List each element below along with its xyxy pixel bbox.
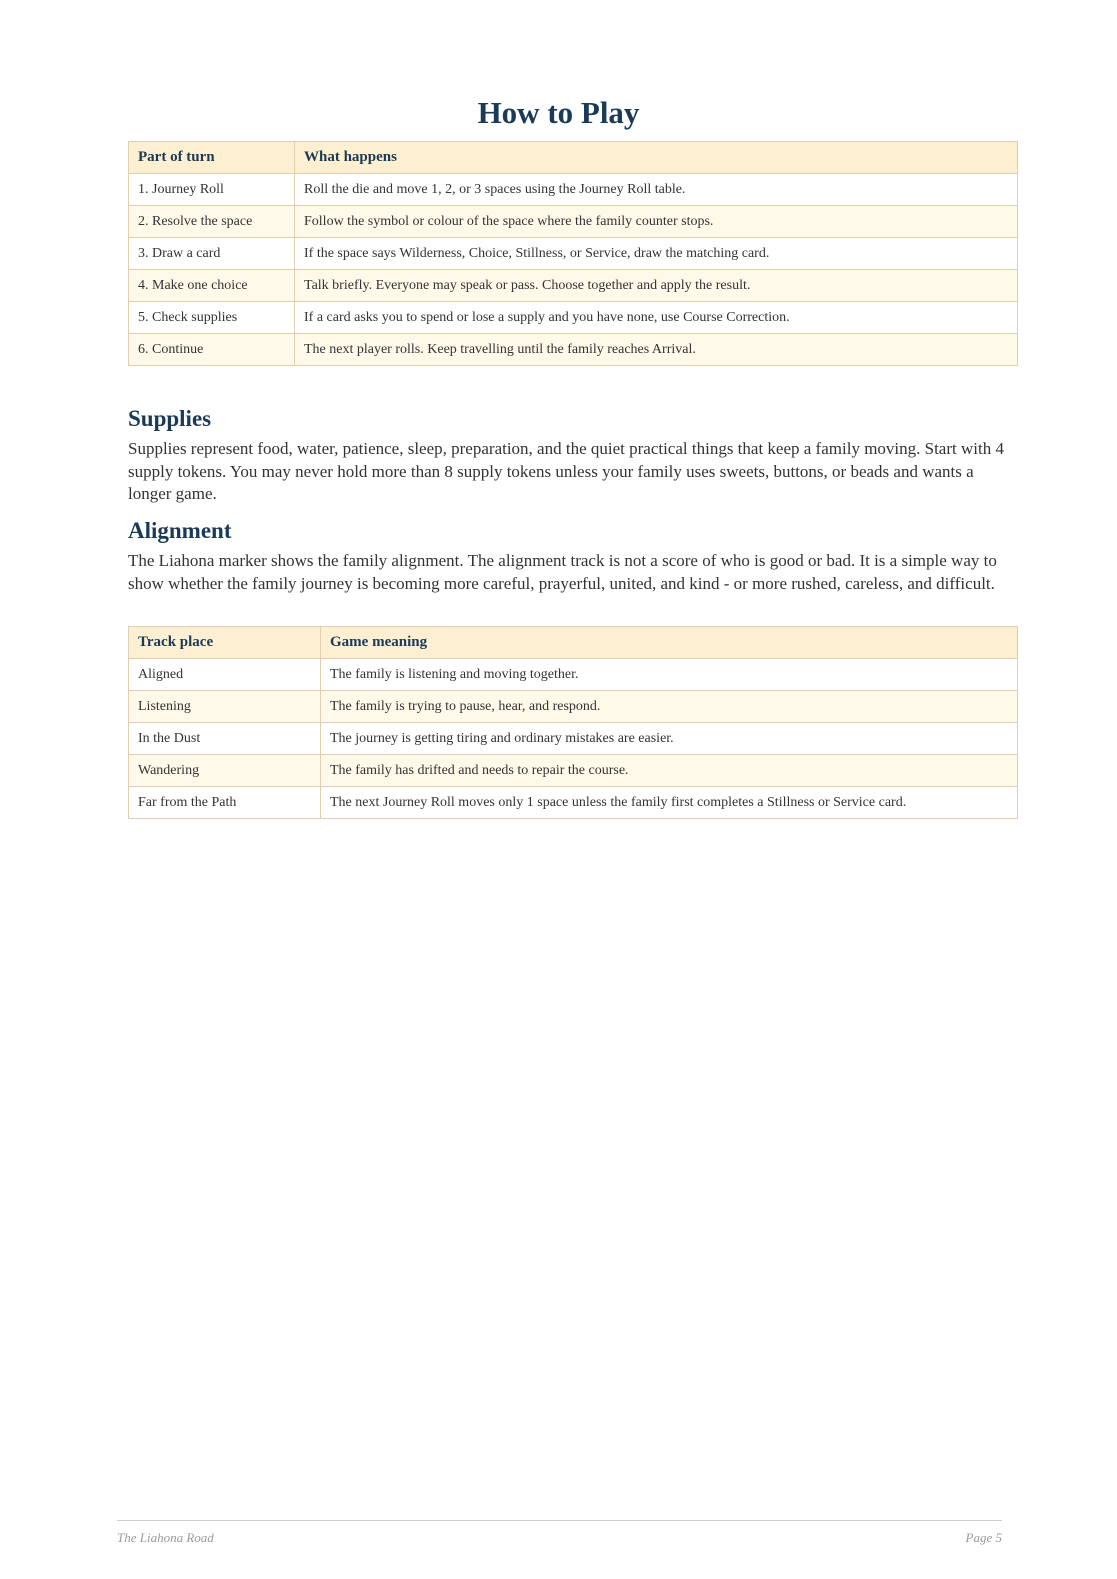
table-cell: 2. Resolve the space <box>129 206 295 238</box>
table-cell: Wandering <box>129 755 321 787</box>
table-row <box>129 691 1018 723</box>
table-header-row <box>129 627 1018 659</box>
table-cell: Talk briefly. Everyone may speak or pass. Choose together and apply the result. <box>295 270 1018 302</box>
table-cell: The family is trying to pause, hear, and respond. <box>321 691 1018 723</box>
table-cell: The journey is getting tiring and ordinary mistakes are easier. <box>321 723 1018 755</box>
table-cell: The family has drifted and needs to repair the course. <box>321 755 1018 787</box>
table-header-cell: What happens <box>295 142 1018 174</box>
footer-page-number: Page 5 <box>965 1530 1002 1545</box>
table-row <box>129 787 1018 819</box>
table-header-cell: Part of turn <box>129 142 295 174</box>
alignment-paragraph: The Liahona marker shows the family alignment. The alignment track is not a score of who is good or bad. It is a simple way to show whether the family journey is becoming more careful, prayerful, united, and kind - or more rushed, careless, and difficult. <box>128 551 997 593</box>
table-row <box>129 755 1018 787</box>
table-header-cell: Track place <box>129 627 321 659</box>
alignment-table <box>128 626 1018 819</box>
table-cell: The family is listening and moving together. <box>321 659 1018 691</box>
footer-divider <box>117 1520 1002 1521</box>
page-title: How to Play <box>477 95 640 130</box>
table-row <box>129 206 1018 238</box>
table-row <box>129 659 1018 691</box>
table-cell: 4. Make one choice <box>129 270 295 302</box>
table-row <box>129 723 1018 755</box>
table-cell: 6. Continue <box>129 334 295 366</box>
table-row <box>129 238 1018 270</box>
table-cell: Follow the symbol or colour of the space where the family counter stops. <box>295 206 1018 238</box>
table-cell: Listening <box>129 691 321 723</box>
footer-document-title: The Liahona Road <box>117 1530 214 1545</box>
supplies-paragraph: Supplies represent food, water, patience, sleep, preparation, and the quiet practical things that keep a family moving. Start with 4 supply tokens. You may never hold more than 8 supply tokens unless your family uses sweets, buttons, or beads and wants a longer game. <box>128 439 1004 504</box>
table-cell: The next player rolls. Keep travelling until the family reaches Arrival. <box>295 334 1018 366</box>
table-row <box>129 302 1018 334</box>
table-row <box>129 270 1018 302</box>
table-header-row <box>129 142 1018 174</box>
table-cell: Roll the die and move 1, 2, or 3 spaces using the Journey Roll table. <box>295 174 1018 206</box>
table-header-cell: Game meaning <box>321 627 1018 659</box>
table-cell: Aligned <box>129 659 321 691</box>
table-cell: 3. Draw a card <box>129 238 295 270</box>
table-cell: Far from the Path <box>129 787 321 819</box>
table-cell: 1. Journey Roll <box>129 174 295 206</box>
turn-table <box>128 141 1018 366</box>
table-cell: If a card asks you to spend or lose a supply and you have none, use Course Correction. <box>295 302 1018 334</box>
table-cell: In the Dust <box>129 723 321 755</box>
table-cell: If the space says Wilderness, Choice, Stillness, or Service, draw the matching card. <box>295 238 1018 270</box>
table-cell: 5. Check supplies <box>129 302 295 334</box>
table-cell: The next Journey Roll moves only 1 space unless the family first completes a Stillness or Service card. <box>321 787 1018 819</box>
supplies-heading: Supplies <box>128 406 212 431</box>
alignment-heading: Alignment <box>128 518 232 543</box>
table-row <box>129 334 1018 366</box>
table-row <box>129 174 1018 206</box>
